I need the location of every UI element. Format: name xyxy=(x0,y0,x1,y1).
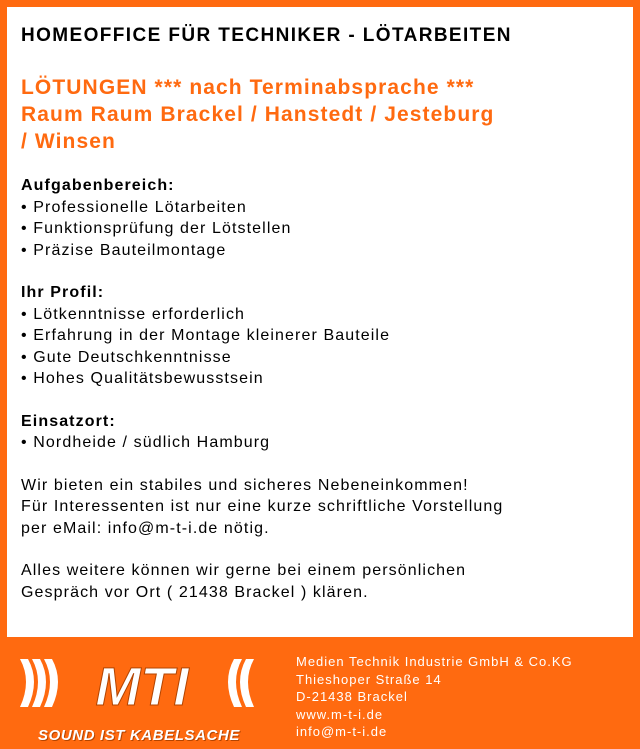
closing-line: Alles weitere können wir gerne bei einem persönlichen xyxy=(21,562,467,579)
logo-wordmark: MTI xyxy=(95,657,189,715)
list-item: • Präzise Bauteilmontage xyxy=(21,241,227,259)
list-item: • Nordheide / südlich Hamburg xyxy=(21,434,271,451)
subtitle-line: LÖTUNGEN *** nach Terminabsprache *** xyxy=(21,76,475,99)
company-name: Medien Technik Industrie GmbH & Co.KG xyxy=(296,654,573,669)
offer-line: Für Interessenten ist nur eine kurze schriftliche Vorstellung xyxy=(21,498,504,515)
offer-line: per eMail: info@m-t-i.de nötig. xyxy=(21,519,270,537)
offer-paragraph xyxy=(21,475,621,540)
mti-logo-icon xyxy=(16,655,266,715)
list-item: • Hohes Qualitätsbewusstsein xyxy=(21,370,264,387)
subtitle xyxy=(21,74,621,155)
company-logo xyxy=(16,655,266,743)
list-item: • Lötkenntnisse erforderlich xyxy=(21,305,246,323)
content-panel xyxy=(7,7,633,637)
list-item: • Gute Deutschkenntnisse xyxy=(21,348,232,366)
section-title: Aufgabenbereich: xyxy=(21,177,175,194)
footer xyxy=(0,637,640,749)
section-profile xyxy=(21,282,621,390)
list-item: • Funktionsprüfung der Lötstellen xyxy=(21,220,292,237)
subtitle-line: / Winsen xyxy=(21,130,116,153)
list-item: • Professionelle Lötarbeiten xyxy=(21,198,247,216)
section-title: Ihr Profil: xyxy=(21,284,105,301)
company-street: Thieshoper Straße 14 xyxy=(296,671,442,687)
closing-paragraph xyxy=(21,560,621,603)
company-info xyxy=(296,653,573,741)
section-title: Einsatzort: xyxy=(21,412,116,430)
section-location xyxy=(21,411,621,454)
closing-line: Gespräch vor Ort ( 21438 Brackel ) klären. xyxy=(21,583,369,601)
offer-line: Wir bieten ein stabiles und sicheres Nebeneinkommen! xyxy=(21,476,469,494)
company-email[interactable]: info@m-t-i.de xyxy=(296,724,388,740)
logo-slogan: SOUND IST KABELSACHE xyxy=(38,727,241,744)
company-website[interactable]: www.m-t-i.de xyxy=(296,706,384,722)
company-city: D-21438 Brackel xyxy=(296,689,408,705)
job-posting xyxy=(21,25,621,624)
section-tasks xyxy=(21,175,621,261)
subtitle-line: Raum Raum Brackel / Hanstedt / Jesteburg xyxy=(21,103,495,126)
page-title: HOMEOFFICE FÜR TECHNIKER - LÖTARBEITEN xyxy=(21,25,512,46)
list-item: • Erfahrung in der Montage kleinerer Bauteile xyxy=(21,327,391,344)
